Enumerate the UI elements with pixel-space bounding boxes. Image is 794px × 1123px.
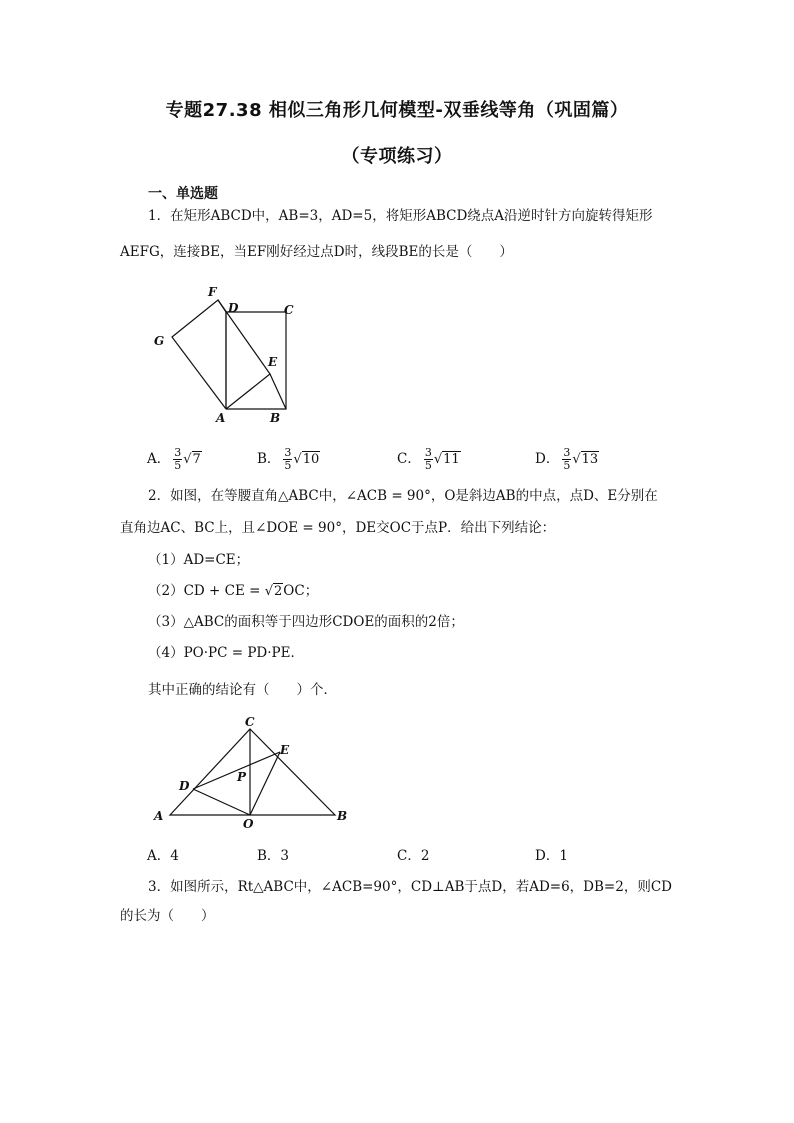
q2-label-o: O — [243, 817, 254, 831]
q1-figure — [150, 282, 310, 432]
q2-segment-do — [193, 789, 250, 815]
q2-label-c: C — [245, 715, 255, 729]
q1-option-a[interactable]: A． $\frac{3}{5}$ √7 — [147, 446, 201, 472]
sqrt-icon: √10 — [293, 452, 320, 467]
q2-label-b: B — [337, 809, 348, 823]
q2-option-c[interactable]: C．2 — [397, 848, 430, 864]
q2-text-line2: 直角边AC、BC上，且∠DOE = 90°，DE交OC于点P．给出下列结论： — [120, 520, 556, 536]
q2-conclusion-3: （3）△ABC的面积等于四边形CDOE的面积的2倍； — [148, 614, 464, 630]
sqrt-icon: √13 — [572, 452, 599, 467]
q1-label-a: A — [216, 411, 226, 425]
q2-label-a: A — [154, 809, 164, 823]
q2-conclusion-4: （4）PO·PC = PD·PE． — [148, 645, 304, 661]
q2-option-b[interactable]: B．3 — [257, 848, 290, 864]
q1-text-line1: 1．在矩形ABCD中，AB=3，AD=5，将矩形ABCD绕点A沿逆时针方向旋转得矩形 — [148, 208, 653, 224]
q2-segment-eo — [250, 752, 280, 815]
q2-label-e: E — [280, 743, 290, 757]
q2-option-d[interactable]: D．1 — [535, 848, 568, 864]
q2-conclusion-1: （1）AD=CE； — [148, 552, 250, 568]
doc-subtitle: （专项练习） — [341, 146, 453, 167]
q3-text-line2: 的长为（ ） — [120, 908, 215, 924]
q1-label-b: B — [270, 411, 281, 425]
q1-text-line2: AEFG，连接BE，当EF刚好经过点D时，线段BE的长是（ ） — [120, 244, 513, 260]
q1-label-g: G — [154, 334, 165, 348]
sqrt-icon: √11 — [433, 452, 460, 467]
q2-text-line1: 2．如图，在等腰直角△ABC中，∠ACB = 90°，O是斜边AB的中点，点D、E分别在 — [148, 488, 658, 504]
section-heading: 一、单选题 — [148, 186, 218, 202]
q2-label-p: P — [237, 770, 247, 784]
q1-rect-aefg — [172, 300, 270, 409]
q1-segment-be — [270, 374, 286, 409]
sqrt-icon: √2 — [264, 584, 283, 599]
q2-label-d: D — [179, 779, 190, 793]
q2-question-prompt: 其中正确的结论有（ ）个． — [148, 682, 337, 698]
q1-option-b[interactable]: B． $\frac{3}{5}$ √10 — [257, 446, 320, 472]
q2-option-a[interactable]: A．4 — [147, 848, 179, 864]
q1-option-d[interactable]: D． $\frac{3}{5}$ √13 — [535, 446, 599, 472]
q2-figure — [150, 712, 360, 832]
q1-label-c: C — [284, 303, 294, 317]
q2-conclusion-2: （2）CD + CE = √2OC； — [148, 583, 319, 599]
q1-label-e: E — [268, 355, 278, 369]
q3-text-line1: 3．如图所示，Rt△ABC中，∠ACB=90°，CD⊥AB于点D，若AD=6，DB=2，则CD — [148, 879, 672, 895]
q1-label-f: F — [208, 285, 217, 299]
q1-label-d: D — [228, 301, 239, 315]
q1-option-c[interactable]: C． $\frac{3}{5}$ √11 — [397, 446, 460, 472]
q2-triangle-abc — [170, 729, 335, 815]
q1-segment-df — [218, 300, 226, 312]
sqrt-icon: √7 — [183, 452, 201, 467]
doc-title: 专题27.38 相似三角形几何模型-双垂线等角（巩固篇） — [165, 100, 629, 121]
